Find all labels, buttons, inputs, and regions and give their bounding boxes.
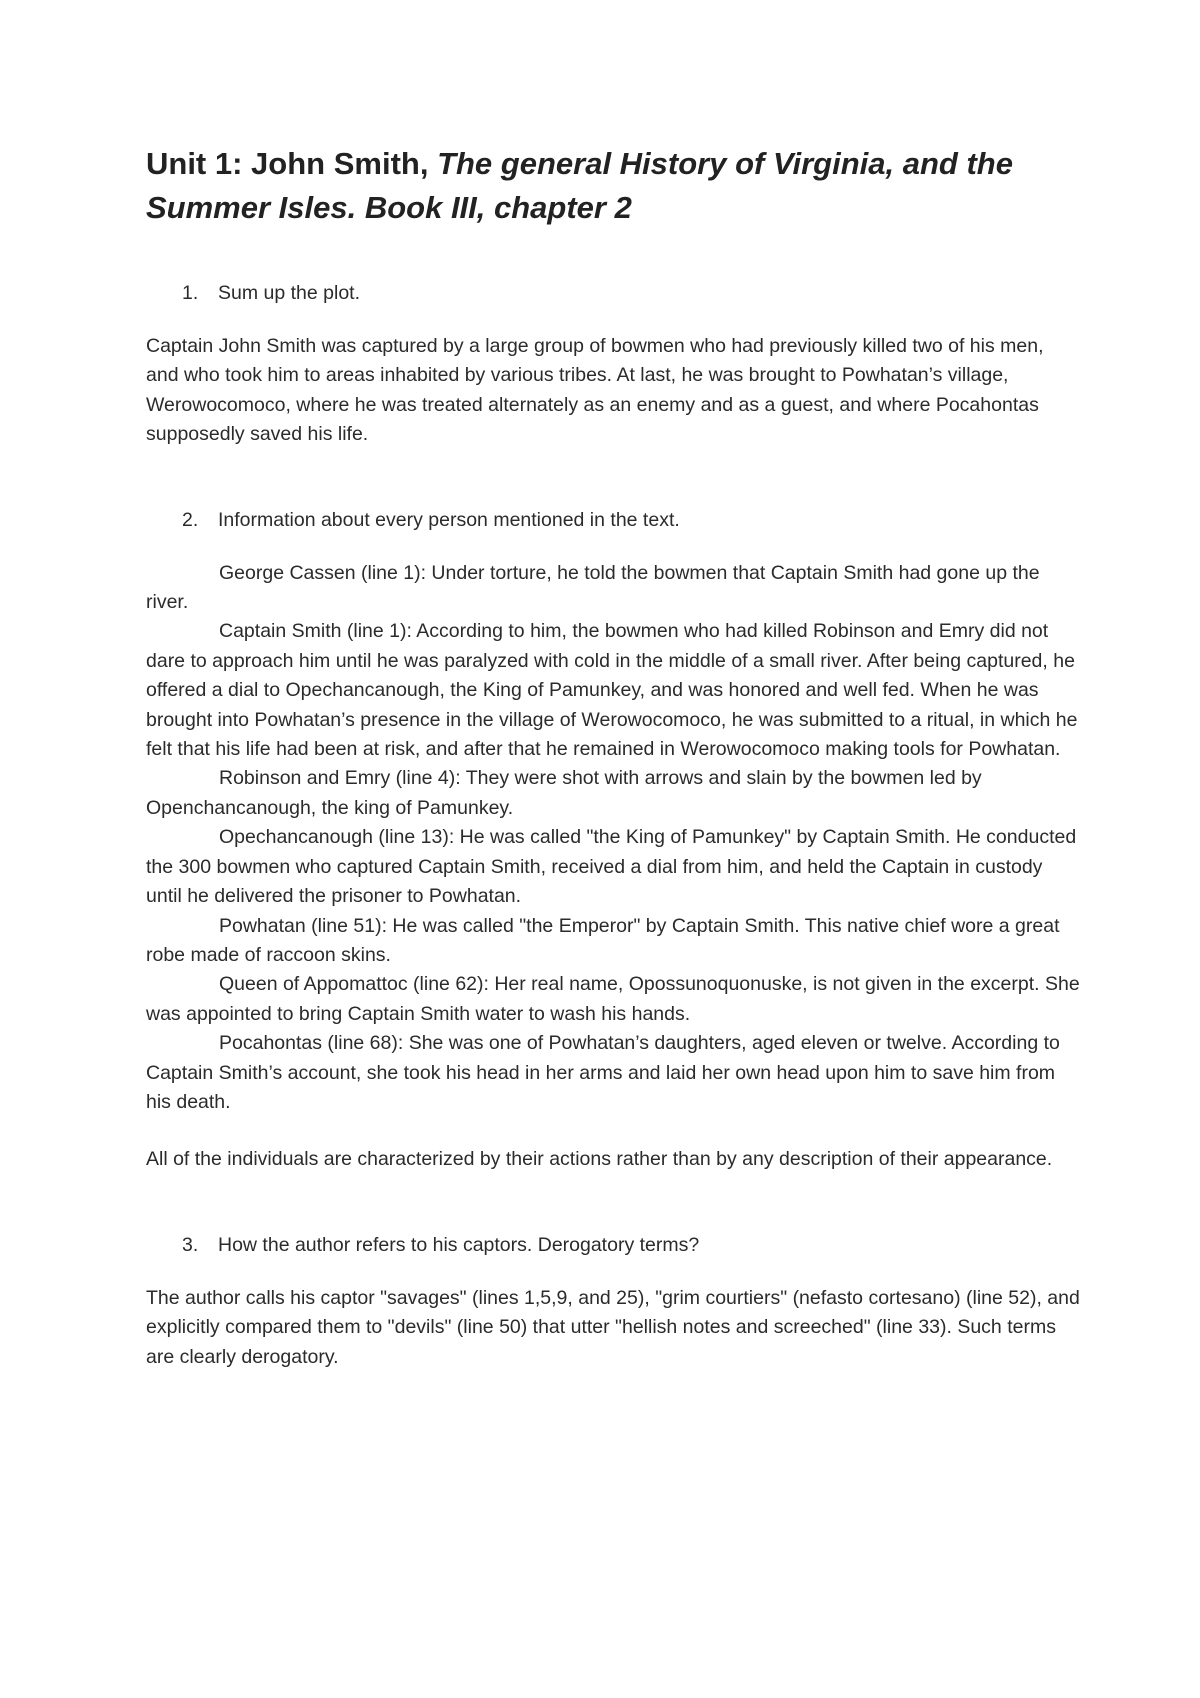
question-1 — [146, 279, 1080, 308]
answer-2-summary: All of the individuals are characterized by their actions rather than by any description of their appearance. — [146, 1148, 1053, 1171]
title-prefix: Unit 1: John Smith, — [146, 146, 438, 181]
question-number: 2. — [182, 508, 199, 531]
answer-3-paragraph: The author calls his captor "savages" (lines 1,5,9, and 25), "grim courtiers" (nefasto cortesano) (line 52), and explicitly compared them to "devils" (line 50) that utter "hellish notes and screeched" (line 33). Such terms are clearly derogatory. — [146, 1286, 1080, 1368]
question-prompt: Sum up the plot. — [218, 282, 361, 304]
question-number: 1. — [182, 282, 199, 304]
person-entry: Queen of Appomattoc (line 62): Her real name, Opossunoquonuske, is not given in the excerpt. She was appointed to bring Captain Smith water to wash his hands. — [146, 973, 1080, 1025]
title-work-name: The general History of Virginia, and the Summer Isles. Book III, chapter 2 — [146, 146, 1013, 225]
person-entry: Captain Smith (line 1): According to him, the bowmen who had killed Robinson and Emry did not dare to approach him until he was paralyzed with cold in the middle of a small river. After being captured, he offered a dial to Opechancanough, the King of Pamunkey, and was honored and well fed. When he was brought into Powhatan’s presence in the village of Werowocomoco, he was submitted to a ritual, in which he felt that his life had been at risk, and after that he remained in Werowocomoco making tools for Powhatan. — [146, 620, 1078, 761]
person-entry: George Cassen (line 1): Under torture, he told the bowmen that Captain Smith had gone up the river. — [146, 561, 1040, 614]
question-2 — [146, 506, 1080, 535]
persons-list — [146, 559, 1080, 1118]
question-prompt: Information about every person mentioned in the text. — [218, 508, 680, 531]
question-number: 3. — [182, 1233, 199, 1256]
person-entry: Robinson and Emry (line 4): They were shot with arrows and slain by the bowmen led by Openchancanough, the king of Pamunkey. — [146, 767, 982, 819]
person-entry: Opechancanough (line 13): He was called "the King of Pamunkey" by Captain Smith. He conducted the 300 bowmen who captured Captain Smith, received a dial from him, and held the Captain in custody until he delivered the prisoner to Powhatan. — [146, 826, 1077, 908]
person-entry: Powhatan (line 51): He was called "the Emperor" by Captain Smith. This native chief wore a great robe made of raccoon skins. — [146, 914, 1060, 966]
answer-1-paragraph: Captain John Smith was captured by a large group of bowmen who had previously killed two of his men, and who took him to areas inhabited by various tribes. At last, he was brought to Powhatan’s village, Werowocomoco, where he was treated alternately as an enemy and as a guest, and where Pocahontas supposedly saved his life. — [146, 335, 1044, 446]
question-prompt: How the author refers to his captors. Derogatory terms? — [218, 1233, 700, 1256]
document-title — [146, 142, 1080, 230]
person-entry: Pocahontas (line 68): She was one of Powhatan’s daughters, aged eleven or twelve. According to Captain Smith’s account, she took his head in her arms and laid her own head upon him to save him from his death. — [146, 1032, 1060, 1113]
question-3 — [146, 1231, 1080, 1260]
